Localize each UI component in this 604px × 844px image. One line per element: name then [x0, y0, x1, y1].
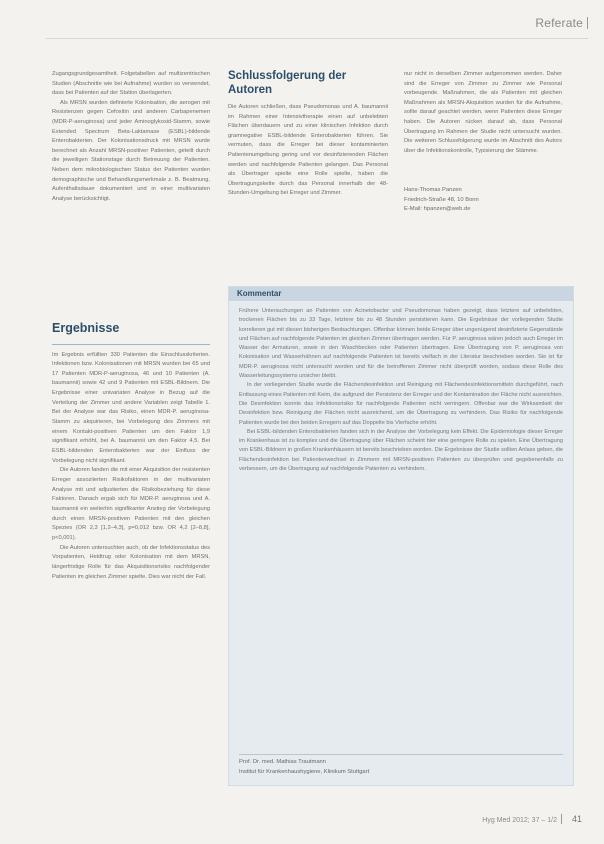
heading-rule	[52, 344, 210, 345]
page-number: 41	[571, 814, 582, 824]
paragraph: Die Autoren schließen, dass Pseudomonas und A. baumannii im Rahmen einer Intensivtherapie einen auf unbelebten Flächen überdauern und zu einer klinischen Infektion durch gramnegative ESBL-bildende Enterobakterien führen. Sie vermuten, dass die Erreger bei dieser kontaminierten Patientenumgebung gering und vor desinfizierenden Flächen werden und nachfolgende Patienten gelangen. Das Personal als Übertrager spielte eine Rolle spielte, haben die Übertragungskette durch das Personal innerhalb der 48-Stunden-Umgebung bei Erreger und Zimmer.	[228, 104, 388, 197]
paragraph: Die Autoren untersuchten auch, ob der Infektionsstatus des Vorpatienten, Heldtrug oder Kolonisation mit dem MRSN, längerfristige Rolle für das Akquisitionsrisiko nachfolgender Patienten im gleichen Zimmer spielte. Dies war nicht der Fall.	[52, 544, 210, 580]
author-block	[404, 186, 562, 215]
column-2	[228, 70, 388, 199]
paragraph: Frühere Untersuchungen an Patienten von Acinetobacter und Pseudomonas haben gezeigt, dass letztere auf unbelebten, trockenen Flächen bis zu 33 Tage, letztere bis zu 48 Stunden persistieren kann. Die Ergebnisse der vorliegenden Studie korrelieren gut mit diesen bisherigen Beobachtungen. Offenbar können beide Erreger über ungenügend desinfizierte Gegenstände und Flächen auf nachfolgende Patienten im gleichen Zimmer übertragen werden. Für P. aeruginosa wären jedoch auch Erreger im Wasser der Armaturen, sowie in den Waschbecken oder Patienten übertragen. Eine Übertragung von P. aeruginosa von Kolonisation und Wasserhähnen auf nachfolgende Patienten ist bereits vielfach in der Literatur beschrieben worden. Sie ist für MDR-P. aeruginosa nicht untersucht worden und für die betroffenen Zimmer nicht überprüft worden, sodass diese Rolle des Wasserleitungssystems unsicher bleibt.	[239, 308, 563, 380]
author-address: Friedrich-Straße 48, 10 Bonn	[404, 196, 479, 203]
paragraph: Im Ergebnis erfüllten 330 Patienten die Einschlusskriterien. Infektionen bzw. Kolonisationen mit MRSN wurden bei 65 und 17 Patienten MDR-P-aeruginosa, 46 und 10 Patienten (A. baumannii) sowie 42 und 9 Patienten mit ESBL-Bildnern. Die Ergebnisse einer univariaten Analyse in Bezug auf die Verteilung der Zimmer und andere Variablen zeigt Tabelle 1. Bei der Analyse war das Risiko, einen MDR-P. aeruginosa-Stamm zu akquirieren, bei Vorbelegung des Zimmers mit einem Kontakt-positiven Patienten um den Faktor 1,9 signifikant erhöht, bei A. baumannii um den Faktor 4,5. Bei ESBL-bildenden Enterobakterien war der Einfluss der Vorbelegung nicht signifikant.	[52, 351, 210, 464]
ergebnisse-body	[52, 351, 210, 583]
ergebnisse-heading: Ergebnisse	[52, 321, 120, 335]
kommentar-signature	[239, 758, 369, 777]
section-tag	[535, 16, 588, 30]
ergebnisse-section	[52, 322, 210, 582]
journal-citation: Hyg Med 2012; 37 – 1/2	[482, 817, 557, 824]
column-1	[52, 70, 210, 204]
header-rule	[46, 38, 588, 39]
paragraph: Bei ESBL-bildenden Enterobakterien fanden sich in der Analyse der Vorbelegung kein Effekt. Die Epidemiologie dieser Erreger im Krankenhaus ist zu komplex und die Übertragung über Flächen scheint hier eine geringere Rolle zu spielen. Eine Übertragung von ESBL-Bildnern in großen Krankenhäusern ist bereits beschrieben worden. Die Ergebnisse der Studie sollten Anlass geben, die Flächendesinfektion bei Patientenwechsel in Zimmern mit MRSN-positiven Patienten zu überprüfen und gegebenenfalls zu verbessern, um die Übertragung auf nachfolgende Patienten zu verhindern.	[239, 428, 564, 473]
column-3	[404, 70, 562, 156]
author-name: Hans-Thomas Panzen	[404, 187, 462, 193]
paragraph: In der vorliegenden Studie wurde die Flächendesinfektion und Reinigung mit Flächendesinfektionsmitteln durchgeführt, nach Entlassung eines Patienten mit Keim, die aufgrund der Persistenz der Erreger und der Kontamination der Fläche nicht ausreichten. Die Desinfektion konnte das Infektionsrisiko für nachfolgende Patienten nicht verringern. Offenbar war die Wirksamkeit der Desinfektion bzw. Reinigung der Flächen nicht ausreichend, um die Übertragung zu verhindern. Das Risiko für nachfolgende Patienten wurde bei den beiden Erregern auf das Doppelte bis Vierfache erhöht.	[239, 382, 563, 426]
author-email[interactable]: E-Mail: hpanzen@web.de	[404, 206, 471, 212]
signature-rule	[239, 754, 563, 755]
paragraph: Zugangsgrundgesamtheit. Folgetabellen auf multizentrischen Studien (Abschnitte wie bei Aufnahme) wurden so verwendet, dass bei Patienten auf der Station überlagerten.	[52, 71, 210, 97]
footer-divider	[561, 814, 562, 824]
signature-institution: Institut für Krankenhaushygiene, Klinikum Stuttgart	[239, 768, 370, 775]
section-divider	[587, 17, 588, 29]
paragraph: nur nicht in derselben Zimmer aufgenommen werden. Daher sind die Erreger von Zimmer zu Zimmer wie Personal vorbeugende. Maßnahmen, die als Patienten mit gleichen Maßnahmen als MRSN-Akquisition wurden für die Aufnahme, sollte darauf geachtet werden, wenn Patienten diese Erreger haben. Die Autoren rücken darauf ab, dass Personal Übertragung im Rahmen der Studie nicht untersucht wurden. Die weiteren Schlussfolgerung wurde im Abschnitt des Autors über die Infektionskontrolle, Typisierung der Stämme.	[404, 71, 562, 154]
kommentar-box	[228, 286, 574, 786]
kommentar-body	[229, 301, 573, 474]
section-label: Referate	[535, 16, 583, 30]
page-footer	[482, 814, 582, 824]
paragraph: Die Autoren fanden die mit einer Akquisition der resistenten Erreger assoziierten Risikofaktoren in der multivariaten Analyse mit und adjustierten die Risikobeziehung für diese Faktoren. Danach ergab sich für MDR-P. aeruginosa und A. baumannii ein weiterhin signifikanter Anstieg der Vorbelegung durch einen MRSN-positiven Patienten mit den gleichen Spezies (OR 2,3 [1,2–4,3], p=0,012 bzw. OR 4,2 [2–8,8], p<0,001).	[52, 467, 210, 541]
schlussfolgerung-heading: Schlussfolgerung der Autoren	[228, 70, 347, 96]
paragraph: Als MRSN wurden definierte Kolonisation, die aerogen mit Resistenzen gegen Cefoxitin und anderen Carbapenemen (MDR-P-aeruginosa) und jeder Aminoglykosid-Stamm, sowie Extended Spectrum Beta-Laktamase (ESBL)-bildende Enterobakterien. Der Kolonisationsdruck mit MRSN wurde berechnet als Anzahl MRSN-positiver Patienten, geteilt durch die jeweiligen Stationstage durch Betreuung der Patienten. Neben dem mikrobiologischen Status der Patienten wurden demographische und Behandlungsmerkmale z. B. Beatmung, Aufenthaltsdauer dokumentiert und in einer multivariaten Analyse berücksichtigt.	[52, 99, 210, 202]
kommentar-heading: Kommentar	[229, 287, 573, 301]
signature-name: Prof. Dr. med. Mathias Trautmann	[239, 759, 326, 765]
